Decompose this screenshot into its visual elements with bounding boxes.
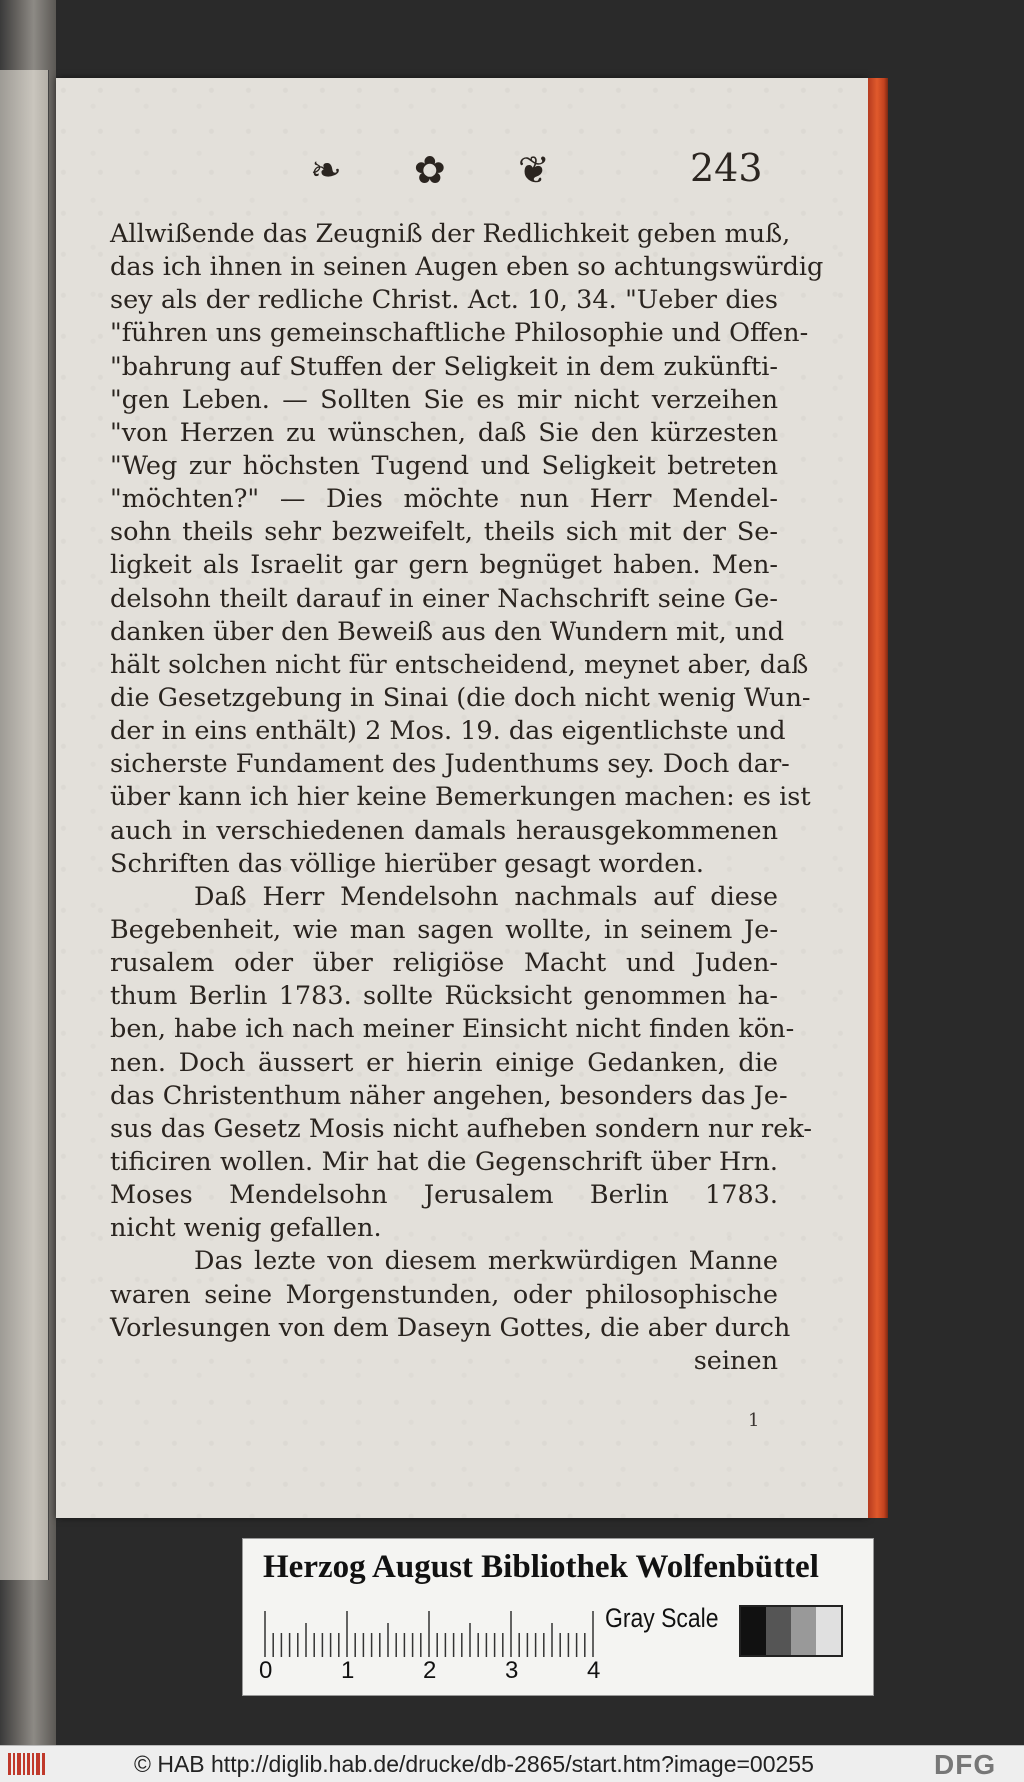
text-line: ben, habe ich nach meiner Einsicht nicht finden kön- [110,1014,795,1045]
facing-page-edge [0,70,49,1580]
text-line: "Weg zur höchsten Tugend und Seligkeit betreten [110,450,778,481]
gray-swatch [741,1607,766,1655]
text-line: seinen [693,1345,778,1376]
text-line: waren seine Morgenstunden, oder philosophische [110,1279,778,1310]
color-calibration-card [242,1538,874,1696]
text-line: tificiren wollen. Mir hat die Gegenschrift über Hrn. [110,1146,778,1177]
text-line: Begebenheit, wie man sagen wollte, in seinem Je- [110,914,778,945]
text-line: rusalem oder über religiöse Macht und Juden- [110,948,778,979]
dfg-logo: DFG [934,1749,997,1780]
text-line: "von Herzen zu wünschen, daß Sie den kürzesten [110,417,778,448]
text-line: Vorlesungen von dem Daseyn Gottes, die aber durch [110,1312,791,1343]
text-line: hält solchen nicht für entscheidend, meynet aber, daß [110,649,809,680]
gray-swatch [816,1607,841,1655]
text-line: sohn theils sehr bezweifelt, theils sich mit der Se- [110,517,778,548]
text-line: ligkeit als Israelit gar gern begnüget haben. Men- [110,550,778,581]
text-line: nen. Doch äussert er hierin einige Gedanken, die [110,1047,778,1078]
text-line: thum Berlin 1783. sollte Rücksicht genommen ha- [110,981,778,1012]
text-line: "möchten?" — Dies möchte nun Herr Mendel- [110,484,778,515]
text-line: nicht wenig gefallen. [110,1213,382,1244]
barcode-icon [8,1751,48,1777]
ruler-number: 1 [341,1657,355,1684]
text-line: sey als der redliche Christ. Act. 10, 34. "Ueber dies [110,285,778,316]
text-line: Schriften das völlige hierüber gesagt worden. [110,848,704,879]
text-line: Moses Mendelsohn Jerusalem Berlin 1783. [110,1180,778,1211]
text-line: "bahrung auf Stuffen der Seligkeit in dem zukünfti- [110,351,778,382]
page-text [110,218,824,1378]
ruler-number: 3 [505,1657,519,1684]
text-line: Daß Herr Mendelsohn nachmals auf diese [194,881,778,912]
page-number: 243 [690,146,763,190]
text-line: auch in verschiedenen damals herausgekommenen [110,815,778,846]
ruler-number: 2 [423,1657,437,1684]
gray-swatch [766,1607,791,1655]
ruler-number: 0 [259,1657,273,1684]
catchword: 1 [748,1410,760,1431]
text-line: das Christenthum näher angehen, besonders das Je- [110,1080,788,1111]
text-line: Allwißende das Zeugniß der Redlichkeit geben muß, [110,219,791,249]
header-ornament: ❧ ✿ ❦ [310,148,580,192]
ruler-number: 4 [587,1657,601,1684]
text-line: die Gesetzgebung in Sinai (die doch nicht wenig Wun- [110,682,811,713]
gray-swatch [791,1607,816,1655]
text-line: das ich ihnen in seinen Augen eben so achtungswürdig [110,252,824,283]
text-line: sus das Gesetz Mosis nicht aufheben sondern nur rek- [110,1113,812,1144]
gray-scale-label: Gray Scale [605,1603,719,1633]
red-page-edge [868,78,888,1518]
text-line: der in eins enthält) 2 Mos. 19. das eigentlichste und [110,716,786,747]
text-line: "führen uns gemeinschaftliche Philosophie und Offen- [110,318,809,349]
library-name: Herzog August Bibliothek Wolfenbüttel [263,1549,819,1585]
viewer-footer [0,1745,1024,1782]
source-link[interactable]: © HAB http://diglib.hab.de/drucke/db-2865/start.htm?image=00255 [134,1751,814,1777]
text-line: Das lezte von diesem merkwürdigen Manne [194,1246,778,1277]
gray-scale-swatches [739,1605,843,1657]
text-line: delsohn theilt darauf in einer Nachschrift seine Ge- [110,583,778,614]
text-line: über kann ich hier keine Bemerkungen machen: es ist [110,782,811,813]
text-line: "gen Leben. — Sollten Sie es mir nicht verzeihen [110,384,778,415]
text-line: sicherste Fundament des Judenthums sey. Doch dar- [110,749,790,780]
text-line: danken über den Beweiß aus den Wundern mit, und [110,616,785,647]
